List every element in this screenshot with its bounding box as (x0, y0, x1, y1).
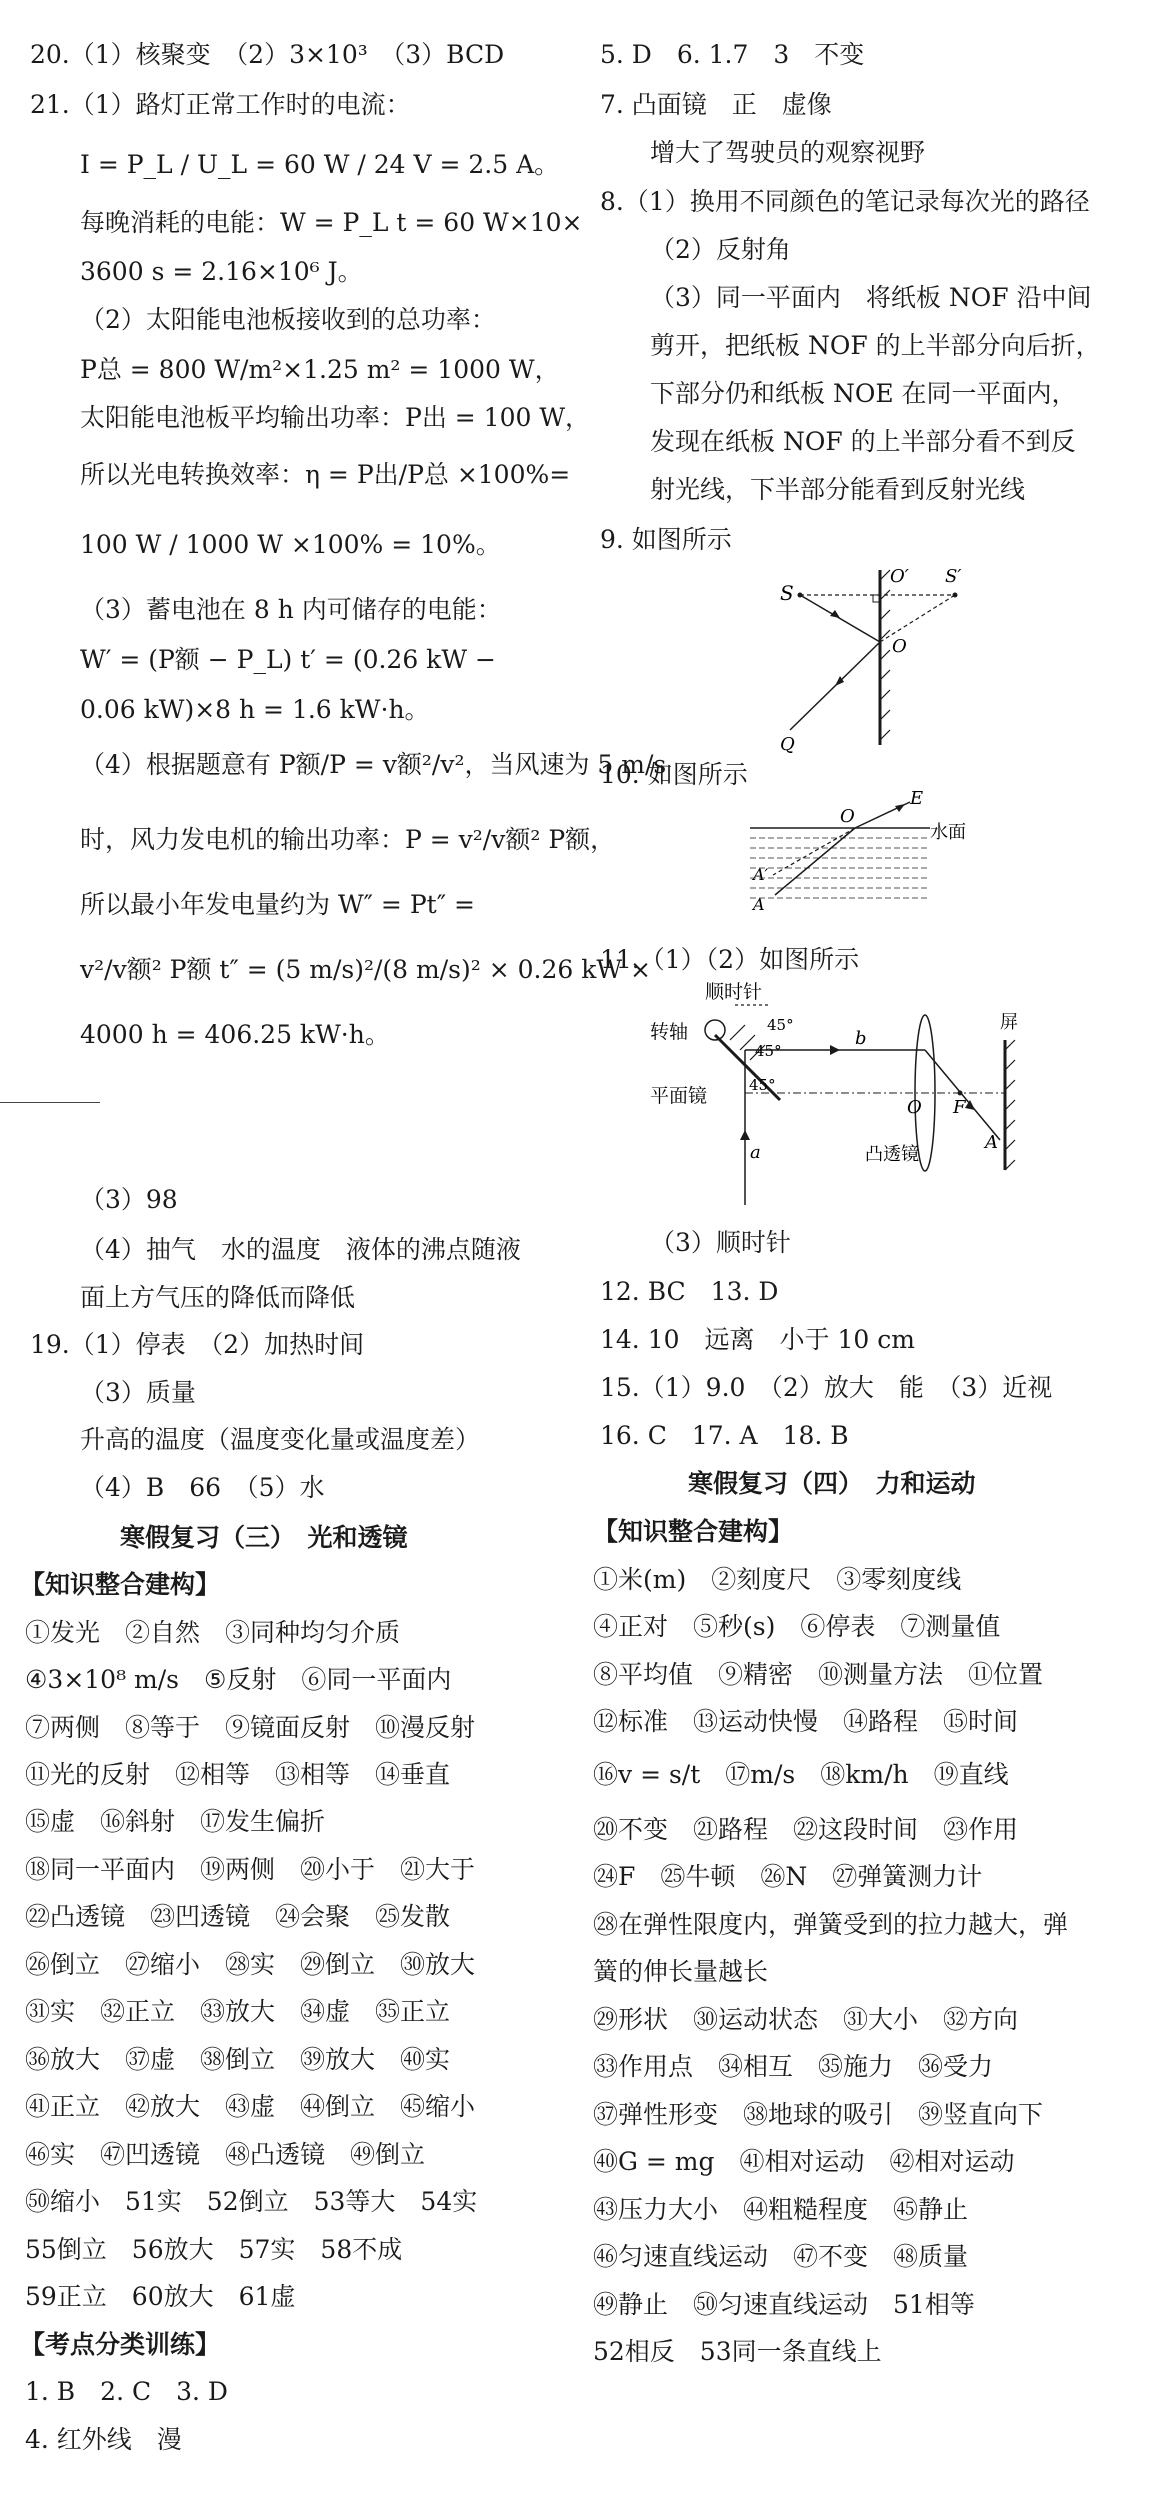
label-Q: Q (780, 734, 795, 755)
left-text-line: 【考点分类训练】 (20, 2330, 221, 2359)
mid-text-line: 9. 如图所示 (600, 525, 732, 554)
label-angle-2: 45° (755, 1042, 782, 1060)
mid-text-line: ㉘在弹性限度内，弹簧受到的拉力越大，弹 (593, 1910, 1069, 1939)
mid-text-line: 剪开，把纸板 NOF 的上半部分向后折， (650, 331, 1101, 360)
figure-11-lens-diagram (645, 980, 1065, 1205)
left-text-line: （3）质量 (80, 1378, 196, 1407)
mid-text-line: 16. C 17. A 18. B (600, 1421, 849, 1450)
left-text-line: ㊻实 ㊼凹透镜 ㊽凸透镜 ㊾倒立 (25, 2140, 426, 2169)
left-text-line: 19.（1）停表 （2）加热时间 (30, 1330, 365, 1359)
mid-text-line: ㊸压力大小 ㊹粗糙程度 ㊺静止 (593, 2195, 969, 2224)
label-angle-3: 45° (749, 1076, 776, 1094)
mid-text-line: （3）顺时针 (650, 1228, 791, 1257)
left-text-line: ㉛实 ㉜正立 ㉝放大 ㉞虚 ㉟正立 (25, 1997, 451, 2026)
left-text-line: 0.06 kW)×8 h = 1.6 kW·h。 (80, 695, 430, 724)
left-text-line: W′ = (P额 − P_L) t′ = (0.26 kW − (80, 645, 496, 674)
left-text-line: 1. B 2. C 3. D (25, 2377, 228, 2406)
mid-text-line: ⑧平均值 ⑨精密 ⑩测量方法 ⑪位置 (593, 1660, 1044, 1689)
mid-text-line: ㉔F ㉕牛顿 ㉖N ㉗弹簧测力计 (593, 1862, 983, 1891)
left-text-line: ④3×10⁸ m/s ⑤反射 ⑥同一平面内 (25, 1665, 452, 1694)
mid-text-line: 增大了驾驶员的观察视野 (650, 138, 926, 167)
left-text-line: 寒假复习（三） 光和透镜 (120, 1523, 408, 1552)
left-text-line: 面上方气压的降低而降低 (80, 1283, 356, 1312)
figure-9-mirror-diagram (780, 560, 980, 755)
mid-text-line: 52相反 53同一条直线上 (593, 2337, 882, 2366)
left-text-line: 59正立 60放大 61虚 (25, 2282, 296, 2311)
label-F: F (953, 1097, 966, 1118)
left-text-line: ⑦两侧 ⑧等于 ⑨镜面反射 ⑩漫反射 (25, 1713, 476, 1742)
label-O: O (840, 806, 855, 827)
left-text-line: （4）抽气 水的温度 液体的沸点随液 (80, 1235, 521, 1264)
left-text-line: 时，风力发电机的输出功率：P = v²/v额² P额， (80, 825, 616, 854)
left-text-line: （4）根据题意有 P额/P = v额²/v²，当风速为 5 m/s (80, 750, 667, 779)
left-text-line: v²/v额² P额 t″ = (5 m/s)²/(8 m/s)² × 0.26 kW × (80, 955, 651, 984)
mid-text-line: 发现在纸板 NOF 的上半部分看不到反 (650, 427, 1076, 456)
label-O: O (892, 636, 907, 657)
left-text-line: ㊿缩小 51实 52倒立 53等大 54实 (25, 2187, 478, 2216)
mid-text-line: ㊵G = mg ㊶相对运动 ㊷相对运动 (593, 2147, 1015, 2176)
label-E: E (910, 790, 924, 809)
mid-text-line: 10. 如图所示 (600, 760, 748, 789)
label-angle-1: 45° (767, 1016, 794, 1034)
mid-text-line: ㊻匀速直线运动 ㊼不变 ㊽质量 (593, 2242, 969, 2271)
mid-text-line: ⑯v = s/t ⑰m/s ⑱km/h ⑲直线 (593, 1760, 1009, 1789)
left-text-line: 太阳能电池板平均输出功率：P出 = 100 W， (80, 403, 591, 432)
left-text-line: 4. 红外线 漫 (25, 2425, 182, 2454)
left-text-line: ㉖倒立 ㉗缩小 ㉘实 ㉙倒立 ㉚放大 (25, 1950, 476, 1979)
mid-text-line: 11.（1）（2）如图所示 (600, 945, 860, 974)
left-text-line: ㊶正立 ㊷放大 ㊸虚 ㊹倒立 ㊺缩小 (25, 2092, 476, 2121)
label-S-prime: S′ (945, 566, 962, 587)
mid-text-line: ㊲弹性形变 ㊳地球的吸引 ㊴竖直向下 (593, 2100, 1044, 2129)
left-text-line: 3600 s = 2.16×10⁶ J。 (80, 257, 363, 286)
mid-text-line: 簧的伸长量越长 (593, 1957, 769, 1986)
left-text-line: ㊱放大 ㊲虚 ㊳倒立 ㊴放大 ㊵实 (25, 2045, 451, 2074)
left-text-line: （2）太阳能电池板接收到的总功率： (80, 305, 496, 334)
label-axis: 转轴 (650, 1021, 689, 1043)
mid-text-line: （2）反射角 (650, 235, 791, 264)
mid-text-line: ①米(m) ②刻度尺 ③零刻度线 (593, 1565, 962, 1594)
left-text-line: （4）B 66 （5）水 (80, 1473, 325, 1502)
label-b: b (855, 1028, 867, 1049)
left-text-line: 20.（1）核聚变 （2）3×10³ （3）BCD (30, 40, 505, 69)
mid-text-line: 7. 凸面镜 正 虚像 (600, 90, 832, 119)
mid-text-line: 15.（1）9.0 （2）放大 能 （3）近视 (600, 1373, 1053, 1402)
left-text-line: ⑮虚 ⑯斜射 ⑰发生偏折 (25, 1807, 326, 1836)
mid-text-line: ㉝作用点 ㉞相互 ㉟施力 ㊱受力 (593, 2052, 994, 2081)
label-clockwise: 顺时针 (705, 981, 763, 1003)
mid-text-line: ④正对 ⑤秒(s) ⑥停表 ⑦测量值 (593, 1612, 1001, 1641)
label-A: A (753, 895, 765, 914)
label-A: A (985, 1132, 998, 1153)
mid-text-line: 5. D 6. 1.7 3 不变 (600, 40, 865, 69)
left-text-line: P总 = 800 W/m²×1.25 m² = 1000 W， (80, 355, 560, 384)
left-text-line: ①发光 ②自然 ③同种均匀介质 (25, 1618, 401, 1647)
figure-10-refraction-diagram (745, 790, 985, 915)
left-text-line: （3）蓄电池在 8 h 内可储存的电能： (80, 595, 502, 624)
left-text-line: 21.（1）路灯正常工作时的电流： (30, 90, 411, 119)
left-text-line: 每晚消耗的电能：W = P_L t = 60 W×10× (80, 208, 583, 237)
left-text-line: ㉒凸透镜 ㉓凹透镜 ㉔会聚 ㉕发散 (25, 1902, 451, 1931)
mid-text-line: 8.（1）换用不同颜色的笔记录每次光的路径 (600, 187, 1090, 216)
mid-text-line: （3）同一平面内 将纸板 NOF 沿中间 (650, 283, 1092, 312)
label-a: a (750, 1142, 761, 1163)
mid-text-line: 寒假复习（四） 力和运动 (688, 1469, 976, 1498)
label-S: S (780, 581, 794, 605)
mid-text-line: 【知识整合建构】 (593, 1517, 794, 1546)
mid-text-line: 下部分仍和纸板 NOE 在同一平面内， (650, 379, 1077, 408)
left-text-line: 所以光电转换效率：η = P出/P总 ×100%= (80, 460, 571, 489)
left-text-line: 4000 h = 406.25 kW·h。 (80, 1020, 390, 1049)
section-divider (0, 1102, 100, 1103)
left-text-line: （3）98 (80, 1185, 178, 1214)
mid-text-line: 14. 10 远离 小于 10 cm (600, 1325, 915, 1354)
label-A-prime: A′ (753, 865, 769, 884)
label-plane-mirror: 平面镜 (650, 1085, 708, 1107)
left-text-line: 所以最小年发电量约为 W″ = Pt″ = (80, 890, 475, 919)
left-text-line: 【知识整合建构】 (20, 1570, 221, 1599)
left-text-line: 55倒立 56放大 57实 58不成 (25, 2235, 403, 2264)
label-O: O (907, 1097, 922, 1118)
left-text-line: 升高的温度（温度变化量或温度差） (80, 1425, 481, 1454)
mid-text-line: ㉙形状 ㉚运动状态 ㉛大小 ㉜方向 (593, 2005, 1019, 2034)
label-O-prime: O′ (890, 566, 909, 587)
left-text-line: ⑱同一平面内 ⑲两侧 ⑳小于 ㉑大于 (25, 1855, 476, 1884)
mid-text-line: ⑫标准 ⑬运动快慢 ⑭路程 ⑮时间 (593, 1707, 1019, 1736)
mid-text-line: 12. BC 13. D (600, 1277, 779, 1306)
mid-text-line: ㊾静止 ㊿匀速直线运动 51相等 (593, 2290, 975, 2319)
mid-text-line: 射光线，下半部分能看到反射光线 (650, 475, 1026, 504)
mid-text-line: ⑳不变 ㉑路程 ㉒这段时间 ㉓作用 (593, 1815, 1019, 1844)
left-text-line: I = P_L / U_L = 60 W / 24 V = 2.5 A。 (80, 150, 560, 179)
label-convex-lens: 凸透镜 (865, 1144, 919, 1165)
label-screen: 屏 (1000, 1012, 1018, 1033)
left-text-line: ⑪光的反射 ⑫相等 ⑬相等 ⑭垂直 (25, 1760, 451, 1789)
left-text-line: 100 W / 1000 W ×100% = 10%。 (80, 530, 501, 559)
label-water-surface: 水面 (930, 822, 966, 843)
